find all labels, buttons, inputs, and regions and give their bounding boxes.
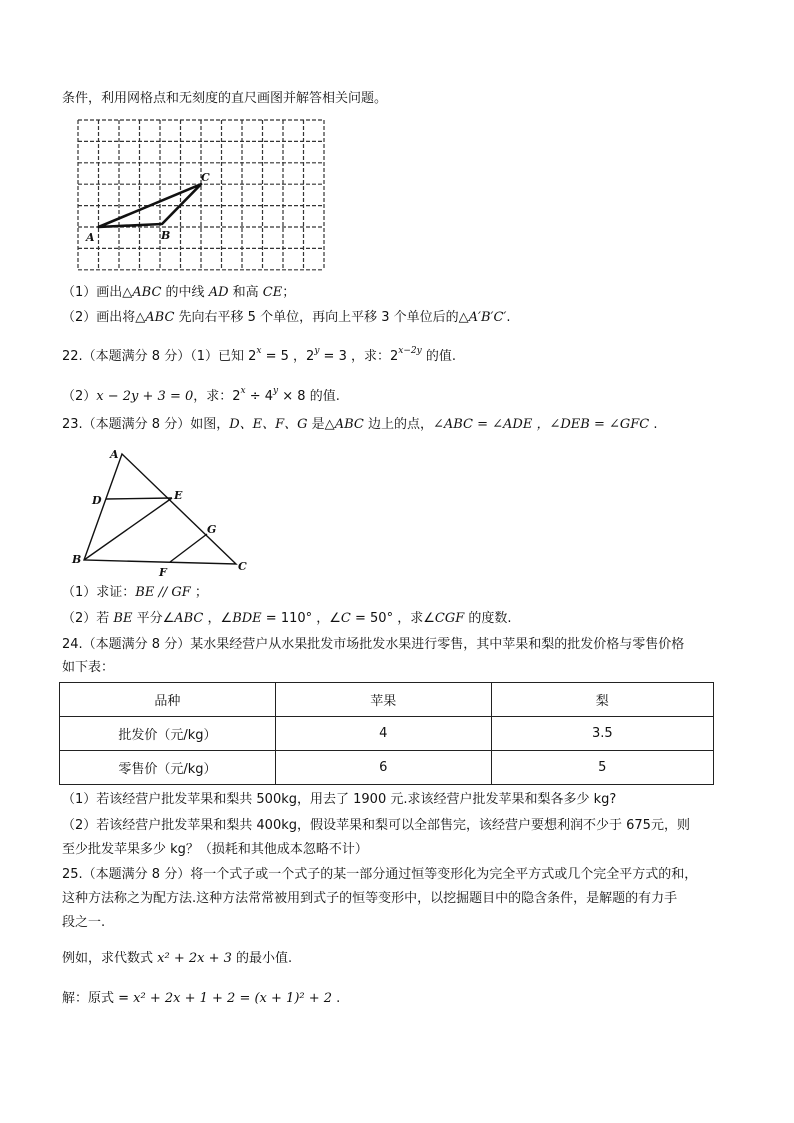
label-e: E: [174, 489, 183, 502]
label-g: G: [207, 523, 217, 536]
q23-part1: （1）求证：BE // GF ；: [62, 585, 208, 600]
table-cell: 零售价（元/kg）: [60, 751, 276, 785]
q25-line3: 段之一.: [62, 915, 106, 930]
table-cell: 3.5: [491, 717, 713, 751]
label-a: A: [110, 448, 119, 461]
label-a: A: [86, 231, 95, 244]
q21-part1: （1）画出△ABC 的中线 AD 和高 CE；: [62, 285, 296, 300]
table-row: [60, 717, 714, 751]
table-header-cell: 梨: [491, 683, 713, 717]
table-header-cell: 品种: [60, 683, 276, 717]
triangle-figure: [62, 446, 262, 580]
segment-de: [106, 498, 172, 499]
q22-part2: （2）x − 2y + 3 = 0，求：$2^x \div 4^y \times 8$ 的值.: [62, 386, 340, 404]
table-header-row: [60, 683, 714, 717]
segment-fg: [170, 534, 207, 562]
q24-part2-line1: （2）若该经营户批发苹果和梨共 400kg，假设苹果和梨可以全部售完，该经营户要想利润不少于 675元，则: [62, 818, 690, 833]
table-cell: 6: [275, 751, 491, 785]
q24-line2: 如下表：: [62, 660, 115, 675]
triangle-abc: [99, 184, 202, 227]
label-c: C: [238, 560, 247, 573]
table-cell: 4: [275, 717, 491, 751]
q23-part2: （2）若 BE 平分∠ABC ，∠BDE = 110° ，∠C = 50° ，求∠CGF 的度数.: [62, 611, 512, 626]
q24-part1: （1）若该经营户批发苹果和梨共 500kg，用去了 1900 元.求该经营户批发苹果和梨各多少 kg?: [62, 792, 617, 807]
q25-solution: 解：原式 = x² + 2x + 1 + 2 = (x + 1)² + 2 .: [62, 991, 341, 1006]
grid-lines: [78, 120, 324, 270]
label-b: B: [161, 229, 171, 242]
grid-figure: [78, 120, 328, 272]
q24-line1: 24.（本题满分 8 分）某水果经营户从水果批发市场批发水果进行零售，其中苹果和梨的批发价格与零售价格: [62, 637, 685, 652]
q23-stem: 23.（本题满分 8 分）如图，D、E、F、G 是△ABC 边上的点，∠ABC = ∠ADE ，∠DEB = ∠GFC .: [62, 417, 658, 432]
table-header-cell: 苹果: [275, 683, 491, 717]
q25-example: 例如，求代数式 x² + 2x + 3 的最小值.: [62, 951, 293, 966]
q22-part1: 22.（本题满分 8 分）（1）已知 $2^x = 5$ ，$2^y = 3$ ，求：$2^{x-2y}$ 的值.: [62, 346, 456, 364]
label-b: B: [72, 553, 82, 566]
intro-text: 条件，利用网格点和无刻度的直尺画图并解答相关问题。: [62, 91, 388, 106]
label-d: D: [92, 494, 102, 507]
segment-be: [84, 498, 172, 560]
q21-part2: （2）画出将△ABC 先向右平移 5 个单位，再向上平移 3 个单位后的△A′B′C′.: [62, 310, 511, 325]
price-table: [59, 682, 714, 785]
table-row: [60, 751, 714, 785]
q25-line2: 这种方法称之为配方法.这种方法常常被用到式子的恒等变形中，以挖掘题目中的隐含条件，是解题的有力手: [62, 891, 678, 906]
label-c: C: [201, 171, 210, 184]
label-f: F: [159, 566, 167, 579]
triangle-outline: [84, 454, 236, 564]
table-cell: 批发价（元/kg）: [60, 717, 276, 751]
q25-line1: 25.（本题满分 8 分）将一个式子或一个式子的某一部分通过恒等变形化为完全平方式或几个完全平方式的和，: [62, 867, 698, 882]
q24-part2-line2: 至少批发苹果多少 kg？（损耗和其他成本忽略不计）: [62, 842, 368, 857]
table-cell: 5: [491, 751, 713, 785]
